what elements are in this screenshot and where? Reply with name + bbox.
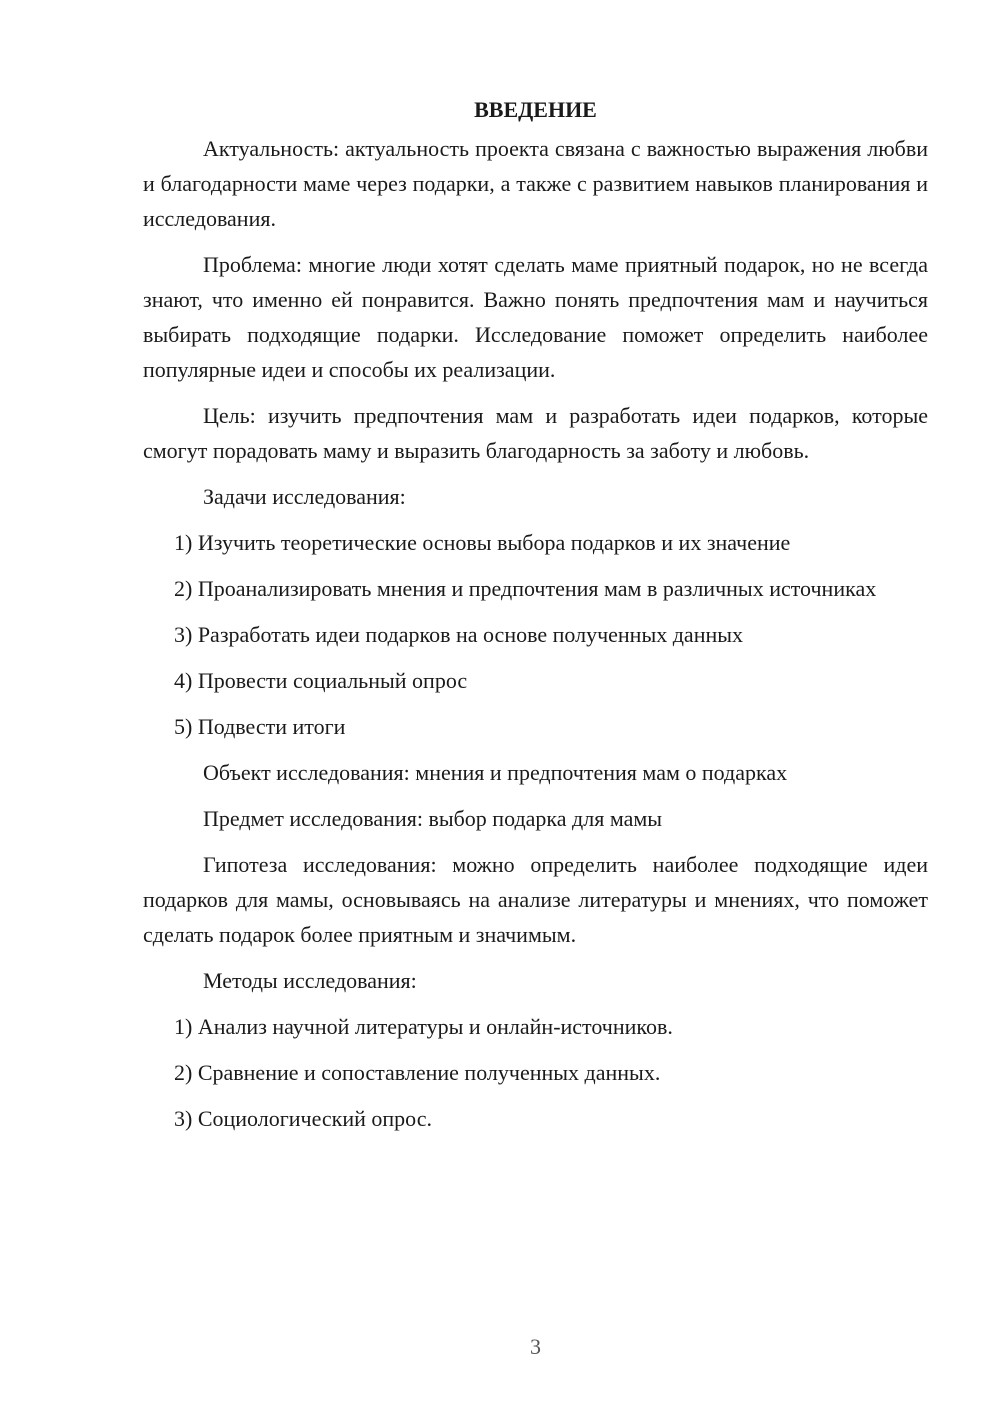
problem-paragraph: Проблема: многие люди хотят сделать маме приятный подарок, но не всегда знают, что именно ей понравится. Важно понять предпочтения мам и научиться выбирать подходящие подарки. Исследование поможет определить наиболее популярные идеи и способы их реализации. [143, 252, 928, 382]
task-item: 3) Разработать идеи подарков на основе полученных данных [174, 622, 744, 647]
task-item: 4) Провести социальный опрос [174, 668, 468, 693]
page-number: 3 [530, 1334, 541, 1359]
task-item: 1) Изучить теоретические основы выбора подарков и их значение [174, 530, 791, 555]
relevance-paragraph: Актуальность: актуальность проекта связана с важностью выражения любви и благодарности маме через подарки, а также с развитием навыков планирования и исследования. [143, 136, 928, 231]
hypothesis-paragraph: Гипотеза исследования: можно определить наиболее подходящие идеи подарков для мамы, основываясь на анализе литературы и мнениях, что поможет сделать подарок более приятным и значимым. [143, 852, 928, 947]
page-title: ВВЕДЕНИЕ [474, 97, 597, 122]
goal-paragraph: Цель: изучить предпочтения мам и разработать идеи подарков, которые смогут порадовать маму и выразить благодарность за заботу и любовь. [143, 403, 928, 463]
object-paragraph: Объект исследования: мнения и предпочтения мам о подарках [203, 760, 788, 785]
methods-heading: Методы исследования: [203, 968, 417, 993]
tasks-heading: Задачи исследования: [203, 484, 406, 509]
document-page [143, 92, 928, 1147]
method-item: 2) Сравнение и сопоставление полученных данных. [174, 1060, 661, 1085]
task-item: 5) Подвести итоги [174, 714, 346, 739]
method-item: 1) Анализ научной литературы и онлайн-источников. [174, 1014, 673, 1039]
task-item: 2) Проанализировать мнения и предпочтения мам в различных источниках [174, 576, 877, 601]
method-item: 3) Социологический опрос. [174, 1106, 432, 1131]
subject-paragraph: Предмет исследования: выбор подарка для мамы [203, 806, 663, 831]
